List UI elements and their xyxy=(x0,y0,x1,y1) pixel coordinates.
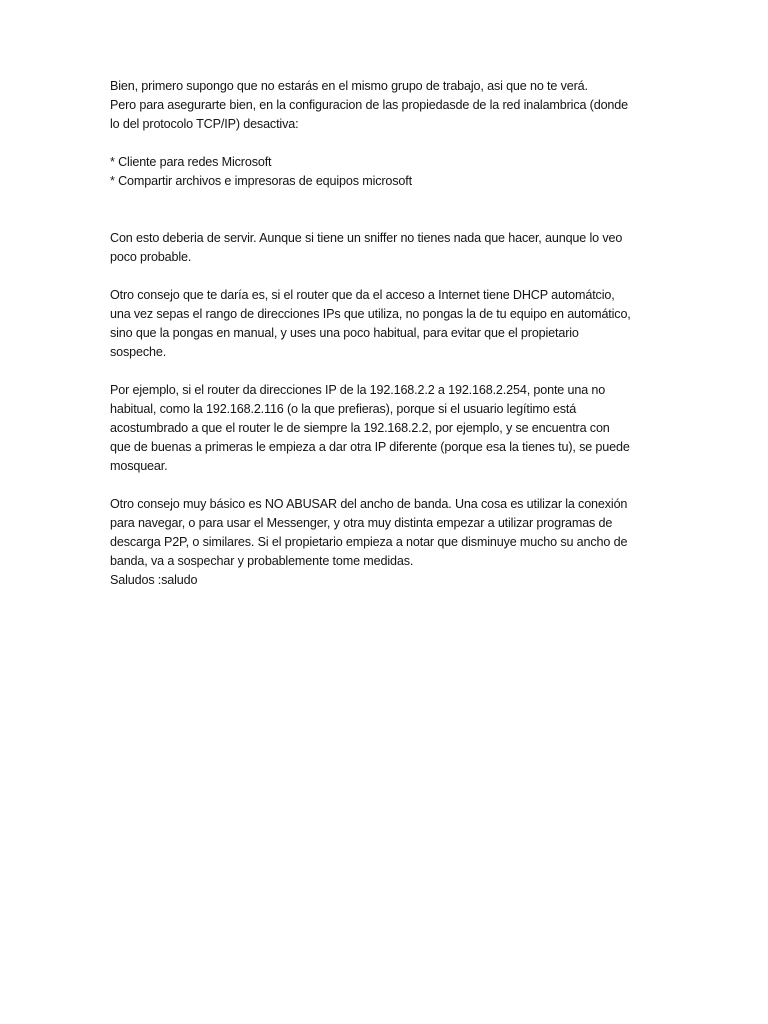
text-line: lo del protocolo TCP/IP) desactiva: xyxy=(110,117,299,131)
text-line: mosquear. xyxy=(110,459,168,473)
text-line: Pero para asegurarte bien, en la configuracion de las propiedasde de la red inalambrica (donde xyxy=(110,98,628,112)
paragraph-dhcp xyxy=(110,286,670,362)
text-line: poco probable. xyxy=(110,250,192,264)
paragraph-spacer xyxy=(110,362,670,381)
text-line: Otro consejo muy básico es NO ABUSAR del ancho de banda. Una cosa es utilizar la conexión xyxy=(110,497,628,511)
paragraph-spacer xyxy=(110,191,670,210)
paragraph-spacer xyxy=(110,134,670,153)
text-line: acostumbrado a que el router le de siempre la 192.168.2.2, por ejemplo, y se encuentra con xyxy=(110,421,610,435)
bullet-list xyxy=(110,153,670,191)
text-line: sino que la pongas en manual, y uses una poco habitual, para evitar que el propietario xyxy=(110,326,579,340)
text-line: para navegar, o para usar el Messenger, y otra muy distinta empezar a utilizar programas de xyxy=(110,516,613,530)
signoff-line: Saludos :saludo xyxy=(110,573,198,587)
text-line: Con esto deberia de servir. Aunque si tiene un sniffer no tienes nada que hacer, aunque lo veo xyxy=(110,231,623,245)
paragraph-spacer xyxy=(110,476,670,495)
paragraph-bandwidth xyxy=(110,495,670,590)
text-line: Otro consejo que te daría es, si el router que da el acceso a Internet tiene DHCP automátcio, xyxy=(110,288,615,302)
list-item: * Compartir archivos e impresoras de equipos microsoft xyxy=(110,174,412,188)
paragraph-spacer xyxy=(110,210,670,229)
document-body xyxy=(110,77,670,590)
text-line: Bien, primero supongo que no estarás en el mismo grupo de trabajo, asi que no te verá. xyxy=(110,79,588,93)
text-line: habitual, como la 192.168.2.116 (o la que prefieras), porque si el usuario legítimo está xyxy=(110,402,577,416)
list-item: * Cliente para redes Microsoft xyxy=(110,155,272,169)
paragraph-spacer xyxy=(110,267,670,286)
text-line: que de buenas a primeras le empieza a dar otra IP diferente (porque esa la tienes tu), se puede xyxy=(110,440,630,454)
paragraph-sniffer xyxy=(110,229,670,267)
text-line: descarga P2P, o similares. Si el propietario empieza a notar que disminuye mucho su ancho de xyxy=(110,535,628,549)
text-line: una vez sepas el rango de direcciones IPs que utiliza, no pongas la de tu equipo en automático, xyxy=(110,307,631,321)
text-line: Por ejemplo, si el router da direcciones IP de la 192.168.2.2 a 192.168.2.254, ponte una no xyxy=(110,383,606,397)
text-line: sospeche. xyxy=(110,345,167,359)
paragraph-intro xyxy=(110,77,670,134)
paragraph-example xyxy=(110,381,670,476)
text-line: banda, va a sospechar y probablemente tome medidas. xyxy=(110,554,414,568)
